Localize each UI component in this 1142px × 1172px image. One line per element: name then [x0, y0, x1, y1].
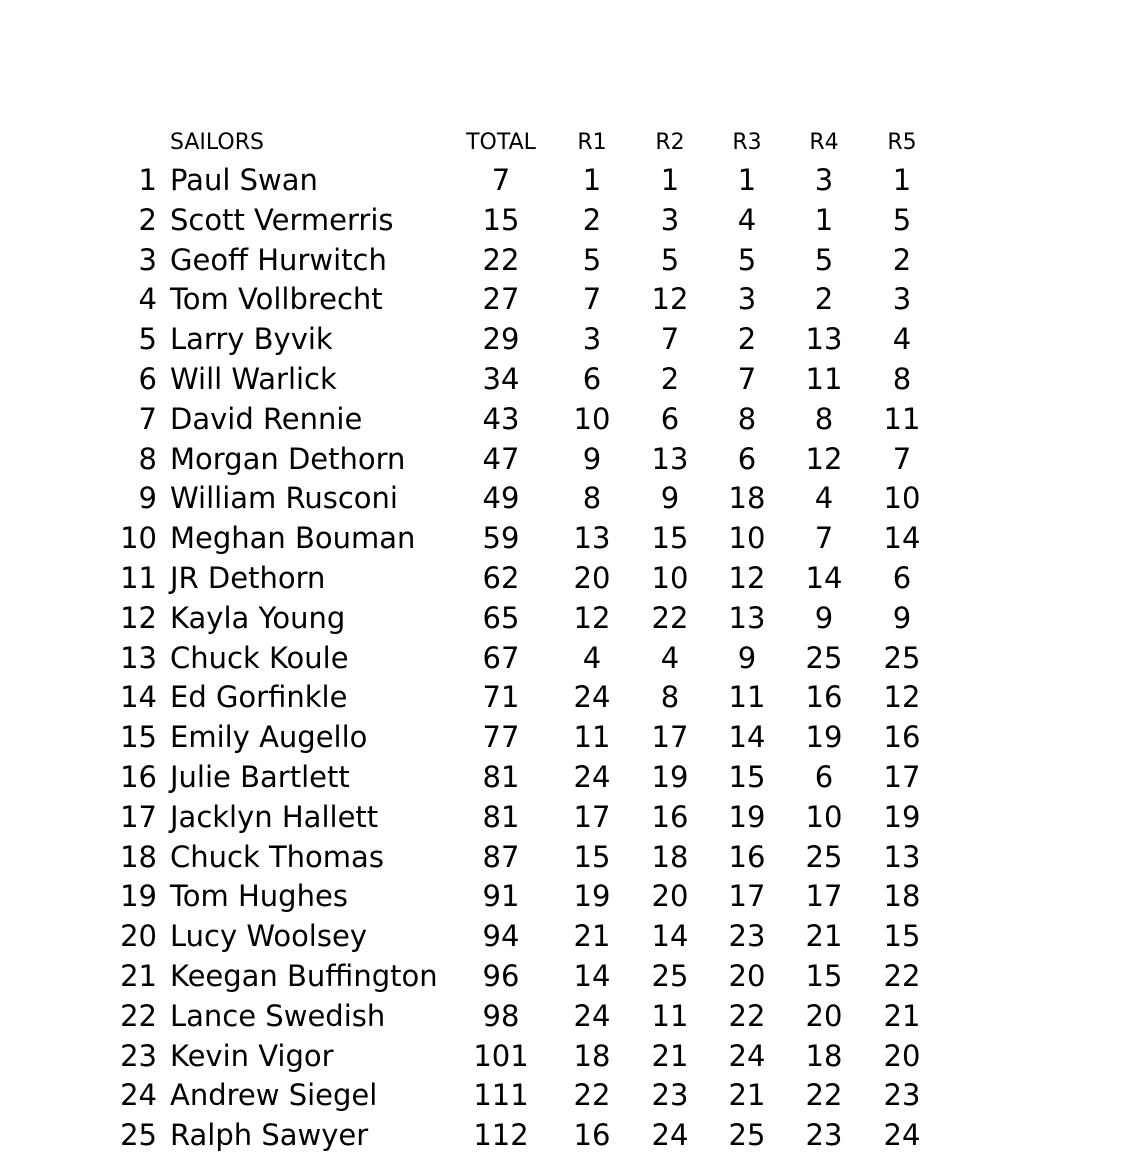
race-2-cell: 18: [651, 839, 689, 874]
sailor-name-cell: Lance Swedish: [170, 998, 386, 1033]
table-row: [0, 240, 1142, 280]
race-1-cell: 22: [573, 1078, 611, 1113]
race-3-cell: 24: [728, 1038, 766, 1073]
header-r1: R1: [577, 130, 607, 155]
race-5-cell: 6: [892, 560, 912, 595]
race-2-cell: 9: [660, 481, 680, 516]
race-3-cell: 11: [728, 680, 766, 715]
race-1-cell: 7: [582, 282, 602, 317]
race-1-cell: 10: [573, 401, 611, 436]
race-2-cell: 25: [651, 958, 689, 993]
race-2-cell: 17: [651, 720, 689, 755]
race-1-cell: 12: [573, 600, 611, 635]
table-row: [0, 558, 1142, 598]
sailor-name-cell: Emily Augello: [170, 720, 368, 755]
race-4-cell: 25: [805, 640, 843, 675]
race-2-cell: 24: [651, 1118, 689, 1153]
race-3-cell: 25: [728, 1118, 766, 1153]
sailor-name-cell: Chuck Koule: [170, 640, 349, 675]
total-cell: 101: [473, 1038, 529, 1073]
race-1-cell: 20: [573, 560, 611, 595]
sailor-name-cell: Tom Vollbrecht: [170, 282, 383, 317]
race-3-cell: 9: [737, 640, 757, 675]
sailor-name-cell: Scott Vermerris: [170, 202, 394, 237]
table-row: [0, 319, 1142, 359]
race-3-cell: 12: [728, 560, 766, 595]
race-4-cell: 12: [805, 441, 843, 476]
table-row: [0, 279, 1142, 319]
table-row: [0, 916, 1142, 956]
race-3-cell: 20: [728, 958, 766, 993]
race-1-cell: 15: [573, 839, 611, 874]
total-cell: 47: [482, 441, 520, 476]
race-5-cell: 5: [892, 202, 912, 237]
total-cell: 62: [482, 560, 520, 595]
sailor-name-cell: Will Warlick: [170, 361, 337, 396]
rank-cell: 17: [120, 799, 157, 834]
race-4-cell: 1: [814, 202, 834, 237]
race-5-cell: 21: [883, 998, 921, 1033]
rank-cell: 3: [138, 242, 157, 277]
race-3-cell: 8: [737, 401, 757, 436]
sailor-name-cell: Ed Gorfinkle: [170, 680, 348, 715]
race-4-cell: 11: [805, 361, 843, 396]
sailor-name-cell: Andrew Siegel: [170, 1078, 378, 1113]
race-2-cell: 21: [651, 1038, 689, 1073]
header-r3: R3: [732, 130, 762, 155]
race-2-cell: 2: [660, 361, 680, 396]
table-row: [0, 876, 1142, 916]
sailor-name-cell: Tom Hughes: [170, 879, 348, 914]
race-1-cell: 24: [573, 680, 611, 715]
header-total: TOTAL: [466, 130, 536, 155]
race-4-cell: 4: [814, 481, 834, 516]
race-3-cell: 5: [737, 242, 757, 277]
race-5-cell: 17: [883, 759, 921, 794]
race-4-cell: 19: [805, 720, 843, 755]
race-5-cell: 19: [883, 799, 921, 834]
table-row: [0, 1075, 1142, 1115]
race-1-cell: 24: [573, 998, 611, 1033]
race-1-cell: 21: [573, 919, 611, 954]
race-3-cell: 6: [737, 441, 757, 476]
header-row: [0, 128, 1142, 160]
total-cell: 22: [482, 242, 520, 277]
race-3-cell: 10: [728, 521, 766, 556]
header-r5: R5: [887, 130, 917, 155]
sailor-name-cell: Kevin Vigor: [170, 1038, 334, 1073]
race-1-cell: 13: [573, 521, 611, 556]
race-1-cell: 16: [573, 1118, 611, 1153]
sailor-name-cell: Jacklyn Hallett: [170, 799, 379, 834]
race-2-cell: 6: [660, 401, 680, 436]
table-row: [0, 439, 1142, 479]
race-5-cell: 23: [883, 1078, 921, 1113]
rank-cell: 4: [138, 282, 157, 317]
rank-cell: 12: [120, 600, 157, 635]
rank-cell: 18: [120, 839, 157, 874]
race-1-cell: 4: [582, 640, 602, 675]
race-5-cell: 25: [883, 640, 921, 675]
table-row: [0, 518, 1142, 558]
sailor-name-cell: Larry Byvik: [170, 322, 333, 357]
total-cell: 43: [482, 401, 520, 436]
header-r4: R4: [809, 130, 839, 155]
race-5-cell: 10: [883, 481, 921, 516]
race-1-cell: 18: [573, 1038, 611, 1073]
sailor-name-cell: Ralph Sawyer: [170, 1118, 369, 1153]
total-cell: 34: [482, 361, 520, 396]
total-cell: 29: [482, 322, 520, 357]
total-cell: 77: [482, 720, 520, 755]
table-row: [0, 160, 1142, 200]
race-1-cell: 9: [582, 441, 602, 476]
race-4-cell: 14: [805, 560, 843, 595]
sailor-name-cell: Geoff Hurwitch: [170, 242, 387, 277]
total-cell: 65: [482, 600, 520, 635]
race-1-cell: 3: [582, 322, 602, 357]
race-5-cell: 7: [892, 441, 912, 476]
rank-cell: 22: [120, 998, 157, 1033]
rank-cell: 8: [138, 441, 157, 476]
rank-cell: 21: [120, 958, 157, 993]
race-4-cell: 18: [805, 1038, 843, 1073]
table-row: [0, 598, 1142, 638]
race-2-cell: 5: [660, 242, 680, 277]
rank-cell: 10: [120, 521, 157, 556]
rank-cell: 16: [120, 759, 157, 794]
race-4-cell: 15: [805, 958, 843, 993]
table-row: [0, 1036, 1142, 1076]
race-2-cell: 12: [651, 282, 689, 317]
sailor-name-cell: Paul Swan: [170, 163, 318, 197]
race-1-cell: 11: [573, 720, 611, 755]
total-cell: 112: [473, 1118, 529, 1153]
results-table: [0, 128, 1142, 1155]
sailor-name-cell: Morgan Dethorn: [170, 441, 406, 476]
sailor-name-cell: Lucy Woolsey: [170, 919, 367, 954]
sailor-name-cell: Meghan Bouman: [170, 521, 416, 556]
sailor-name-cell: Julie Bartlett: [170, 759, 350, 794]
sailor-name-cell: William Rusconi: [170, 481, 398, 516]
race-5-cell: 16: [883, 720, 921, 755]
race-5-cell: 13: [883, 839, 921, 874]
race-5-cell: 1: [892, 163, 912, 197]
race-3-cell: 19: [728, 799, 766, 834]
rank-cell: 7: [138, 401, 157, 436]
race-4-cell: 5: [814, 242, 834, 277]
race-5-cell: 12: [883, 680, 921, 715]
table-row: [0, 996, 1142, 1036]
race-5-cell: 9: [892, 600, 912, 635]
table-row: [0, 677, 1142, 717]
rank-cell: 5: [138, 322, 157, 357]
race-5-cell: 20: [883, 1038, 921, 1073]
race-3-cell: 3: [737, 282, 757, 317]
race-5-cell: 11: [883, 401, 921, 436]
table-row: [0, 478, 1142, 518]
race-2-cell: 22: [651, 600, 689, 635]
rank-cell: 9: [138, 481, 157, 516]
race-5-cell: 22: [883, 958, 921, 993]
race-3-cell: 16: [728, 839, 766, 874]
race-2-cell: 8: [660, 680, 680, 715]
total-cell: 49: [482, 481, 520, 516]
race-3-cell: 4: [737, 202, 757, 237]
race-5-cell: 24: [883, 1118, 921, 1153]
total-cell: 96: [482, 958, 520, 993]
table-row: [0, 797, 1142, 837]
race-3-cell: 15: [728, 759, 766, 794]
rank-cell: 6: [138, 361, 157, 396]
rank-cell: 11: [120, 560, 157, 595]
total-cell: 71: [482, 680, 520, 715]
rank-cell: 19: [120, 879, 157, 914]
total-cell: 7: [491, 163, 511, 197]
table-row: [0, 757, 1142, 797]
total-cell: 59: [482, 521, 520, 556]
total-cell: 27: [482, 282, 520, 317]
total-cell: 94: [482, 919, 520, 954]
total-cell: 15: [482, 202, 520, 237]
race-5-cell: 2: [892, 242, 912, 277]
rows-container: [0, 160, 1142, 1155]
rank-cell: 1: [138, 163, 157, 197]
total-cell: 111: [473, 1078, 529, 1113]
race-1-cell: 8: [582, 481, 602, 516]
race-1-cell: 14: [573, 958, 611, 993]
race-1-cell: 2: [582, 202, 602, 237]
race-4-cell: 16: [805, 680, 843, 715]
sailor-name-cell: Chuck Thomas: [170, 839, 384, 874]
race-4-cell: 10: [805, 799, 843, 834]
race-5-cell: 18: [883, 879, 921, 914]
race-4-cell: 23: [805, 1118, 843, 1153]
rank-cell: 13: [120, 640, 157, 675]
race-2-cell: 15: [651, 521, 689, 556]
race-3-cell: 13: [728, 600, 766, 635]
race-2-cell: 7: [660, 322, 680, 357]
race-3-cell: 1: [737, 163, 757, 197]
total-cell: 67: [482, 640, 520, 675]
table-row: [0, 399, 1142, 439]
race-2-cell: 16: [651, 799, 689, 834]
race-3-cell: 14: [728, 720, 766, 755]
header-sailors: SAILORS: [170, 130, 264, 155]
race-3-cell: 21: [728, 1078, 766, 1113]
table-row: [0, 717, 1142, 757]
race-5-cell: 4: [892, 322, 912, 357]
race-4-cell: 8: [814, 401, 834, 436]
race-4-cell: 22: [805, 1078, 843, 1113]
race-1-cell: 6: [582, 361, 602, 396]
race-3-cell: 22: [728, 998, 766, 1033]
race-4-cell: 25: [805, 839, 843, 874]
race-4-cell: 21: [805, 919, 843, 954]
sailor-name-cell: JR Dethorn: [170, 560, 326, 595]
table-row: [0, 200, 1142, 240]
race-1-cell: 24: [573, 759, 611, 794]
race-4-cell: 3: [814, 163, 834, 197]
race-1-cell: 5: [582, 242, 602, 277]
race-4-cell: 9: [814, 600, 834, 635]
race-5-cell: 14: [883, 521, 921, 556]
table-row: [0, 956, 1142, 996]
sailor-name-cell: Keegan Buffington: [170, 958, 438, 993]
race-1-cell: 17: [573, 799, 611, 834]
race-2-cell: 20: [651, 879, 689, 914]
total-cell: 91: [482, 879, 520, 914]
race-2-cell: 13: [651, 441, 689, 476]
race-3-cell: 18: [728, 481, 766, 516]
race-4-cell: 17: [805, 879, 843, 914]
rank-cell: 20: [120, 919, 157, 954]
race-1-cell: 1: [582, 163, 602, 197]
total-cell: 81: [482, 799, 520, 834]
race-4-cell: 6: [814, 759, 834, 794]
table-row: [0, 837, 1142, 877]
race-4-cell: 20: [805, 998, 843, 1033]
race-3-cell: 17: [728, 879, 766, 914]
total-cell: 98: [482, 998, 520, 1033]
race-2-cell: 4: [660, 640, 680, 675]
race-5-cell: 8: [892, 361, 912, 396]
race-3-cell: 7: [737, 361, 757, 396]
sailor-name-cell: David Rennie: [170, 401, 363, 436]
race-2-cell: 14: [651, 919, 689, 954]
header-r2: R2: [655, 130, 685, 155]
race-4-cell: 13: [805, 322, 843, 357]
race-5-cell: 3: [892, 282, 912, 317]
race-3-cell: 2: [737, 322, 757, 357]
table-row: [0, 1115, 1142, 1155]
race-2-cell: 11: [651, 998, 689, 1033]
race-2-cell: 23: [651, 1078, 689, 1113]
race-2-cell: 3: [660, 202, 680, 237]
rank-cell: 15: [120, 720, 157, 755]
race-2-cell: 10: [651, 560, 689, 595]
race-2-cell: 1: [660, 163, 680, 197]
race-3-cell: 23: [728, 919, 766, 954]
total-cell: 87: [482, 839, 520, 874]
race-5-cell: 15: [883, 919, 921, 954]
table-row: [0, 359, 1142, 399]
race-4-cell: 2: [814, 282, 834, 317]
race-2-cell: 19: [651, 759, 689, 794]
total-cell: 81: [482, 759, 520, 794]
race-4-cell: 7: [814, 521, 834, 556]
rank-cell: 14: [120, 680, 157, 715]
race-1-cell: 19: [573, 879, 611, 914]
sailor-name-cell: Kayla Young: [170, 600, 346, 635]
rank-cell: 24: [120, 1078, 157, 1113]
table-row: [0, 638, 1142, 678]
rank-cell: 25: [120, 1118, 157, 1153]
rank-cell: 23: [120, 1038, 157, 1073]
rank-cell: 2: [138, 202, 157, 237]
